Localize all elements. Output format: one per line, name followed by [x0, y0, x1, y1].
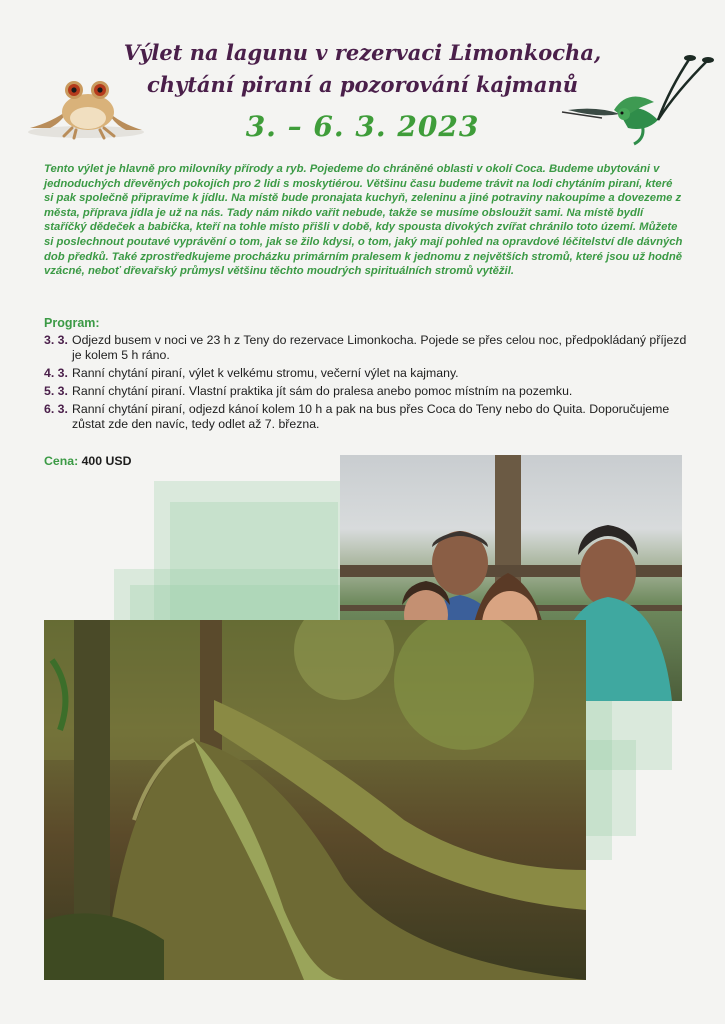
page-title-line1: Výlet na lagunu v rezervaci Limonkocha,: [123, 40, 602, 65]
program-item: [44, 366, 694, 381]
decor-square: [130, 585, 340, 621]
program-item: [44, 384, 694, 399]
program-item-day: 6. 3.: [44, 402, 68, 416]
program-item-day: 4. 3.: [44, 366, 68, 380]
program-item-text: Ranní chytání piraní. Vlastní praktika jít sám do pralesa anebo pomoc místním na pozemku.: [72, 384, 573, 398]
program-item-day: 5. 3.: [44, 384, 68, 398]
price-value: 400 USD: [81, 454, 132, 468]
program-heading: Program:: [44, 316, 100, 330]
page-title-line2: chytání piraní a pozorování kajmanů: [146, 72, 579, 97]
intro-paragraph: Tento výlet je hlavně pro milovníky přírody a ryb. Pojedeme do chráněné oblasti v okolí Coca. Budeme ubytováni v jednoduchých dřevěných pokojích pro 2 lidi s moskytiérou. Většinu času budeme trávit na lodi chytáním piraní, které si pak společně připravíme k jídlu. Na místě bude pronajata kuchyň, zeleninu a jiné potraviny nakoupíme a dovezeme z města, příprava jídla je už na nás. Tady nám nikdo vařit nebude, takže se musíme obsloužit sami. Na místě bydlí staříčký dědeček a babička, kteří na tohle místo přišli v době, kdy spousta divokých zvířat chránilo toto území. Můžete si poslechnout poutavé vyprávění o tom, jak se žilo kdysi, o tom, jaký mají pohled na opravdové léčitelství dle dávných dob předků. Také zprostředkujeme procházku primárním pralesem k jednomu z největších stromů, které jsou už hodně vzácné, neboť dřevařský průmysl většinu těchto moudrých spirituálních stromů vytěžil.: [44, 163, 683, 278]
photo-forest-tree-roots: [44, 620, 586, 980]
program-item-text: Ranní chytání piraní, výlet k velkému stromu, večerní výlet na kajmany.: [72, 366, 459, 380]
forest-photo-drawing: [44, 620, 586, 980]
program-item: [44, 402, 694, 432]
price-label: Cena:: [44, 454, 79, 468]
program-item: [44, 333, 694, 363]
program-item-text: Ranní chytání piraní, odjezd kánoí kolem 10 h a pak na bus přes Coca do Teny nebo do Quita. Doporučujeme zůstat zde den navíc, tedy odlet až 7. března.: [72, 402, 670, 431]
program-item-day: 3. 3.: [44, 333, 68, 347]
trip-date: 3. – 6. 3. 2023: [245, 110, 480, 143]
program-list: [44, 333, 694, 435]
program-item-text: Odjezd busem v noci ve 23 h z Teny do rezervace Limonkocha. Pojede se přes celou noc, předpokládaný příjezd je kolem 5 h ráno.: [72, 333, 687, 362]
decor-square: [586, 740, 636, 836]
price: [44, 454, 132, 468]
